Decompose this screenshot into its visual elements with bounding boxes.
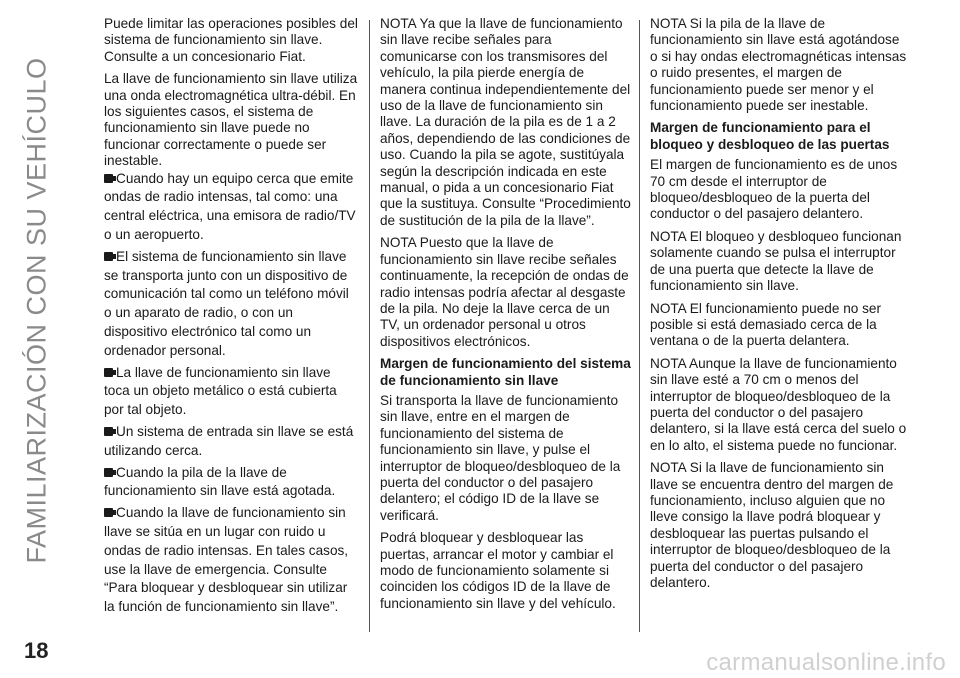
section-heading: Margen de funcionamiento del sistema de funcionamiento sin llave xyxy=(380,356,631,388)
note-paragraph: NOTA Ya que la llave de funcionamiento sin llave recibe señales para comunicarse con los transmisores del vehículo, la pila pierde energía de manera continua independientemente del uso de la llave de funcionamiento sin llave. La duración de la pila es de 1 a 2 años, dependiendo de las condiciones de uso. Cuando la pila se agote, sustitúyala según la descripción indicada en este manual, o pida a un concesionario Fiat que la sustituya. Consulte “Procedimiento de sustitución de la pila de la llave”. xyxy=(380,16,631,228)
note-paragraph: NOTA Si la llave de funcionamiento sin llave se encuentra dentro del margen de funcionamiento, incluso alguien que no lleve consigo la llave podrá bloquear y desbloquear las puertas pulsando el interruptor de bloqueo/desbloqueo de la puerta del conductor o del pasajero delantero. xyxy=(650,460,894,590)
paragraph: El margen de funcionamiento es de unos 70 cm desde el interruptor de bloqueo/desbloqueo de la puerta del conductor o del pasajero delantero. xyxy=(650,157,898,222)
note-paragraph: NOTA Aunque la llave de funcionamiento sin llave esté a 70 cm o menos del interruptor de bloqueo/desbloqueo de la puerta del conductor o del pasajero delantero, si la llave está cerca del suelo o en lo alto, el sistema puede no funcionar. xyxy=(650,355,907,453)
bullet-square-icon xyxy=(104,468,113,477)
column-1 xyxy=(104,16,359,620)
column-divider-2 xyxy=(639,20,640,632)
paragraph: Puede limitar las operaciones posibles del sistema de funcionamiento sin llave. Consulte a un concesionario Fiat. xyxy=(104,16,358,64)
bullet-square-icon xyxy=(104,174,113,183)
bullet-square-icon xyxy=(104,427,113,436)
bullet-item: Cuando la pila de la llave de funcionamiento sin llave está agotada. xyxy=(104,464,336,499)
note-paragraph: NOTA Puesto que la llave de funcionamiento sin llave recibe señales continuamente, la recepción de ondas de radio intensas podría afectar al desgaste de la pila. No deje la llave cerca de un TV, un ordenador personal u otros dispositivos electrónicos. xyxy=(380,235,629,349)
section-side-title-text: FAMILIARIZACIÓN CON SU VEHÍCULO xyxy=(21,56,52,564)
watermark: carmanualsonline.info xyxy=(706,649,946,676)
column-2 xyxy=(380,16,632,618)
bullet-item: Un sistema de entrada sin llave se está utilizando cerca. xyxy=(104,424,354,458)
paragraph: La llave de funcionamiento sin llave utiliza una onda electromagnética ultra-débil. En los siguientes casos, el sistema de funcionamiento sin llave puede no funcionar correctamente o puede ser inestable. xyxy=(104,71,358,169)
note-paragraph: NOTA El funcionamiento puede no ser posible si está demasiado cerca de la ventana o de la puerta delantera. xyxy=(650,300,881,349)
bullet-square-icon xyxy=(104,508,113,517)
column-divider-1 xyxy=(369,20,370,632)
paragraph: Podrá bloquear y desbloquear las puertas, arrancar el motor y cambiar el modo de funcionamiento solamente si coinciden los códigos ID de la llave de funcionamiento sin llave y del vehículo. xyxy=(380,530,616,611)
note-paragraph: NOTA El bloqueo y desbloqueo funcionan solamente cuando se pulsa el interruptor de una puerta que detecte la llave de funcionamiento sin llave. xyxy=(650,228,902,294)
bullet-square-icon xyxy=(104,252,113,261)
section-side-title xyxy=(14,30,60,590)
paragraph: Si transporta la llave de funcionamiento sin llave, entre en el margen de funcionamiento del sistema de funcionamiento sin llave, y pulse el interruptor de bloqueo/desbloqueo de la puerta del conductor o del pasajero delantero; el código ID de la llave se verificará. xyxy=(380,392,621,523)
bullet-item: Cuando hay un equipo cerca que emite ondas de radio intensas, tal como: una central eléctrica, una emisora de radio/TV o un aeropuerto. xyxy=(104,170,356,243)
column-3 xyxy=(650,16,908,597)
note-paragraph: NOTA Si la pila de la llave de funcionamiento sin llave está agotándose o si hay ondas electromagnéticas intensas o ruido presentes, el margen de funcionamiento puede ser menor y el funcionamiento puede ser inestable. xyxy=(650,16,907,114)
section-heading: Margen de funcionamiento para el bloqueo y desbloqueo de las puertas xyxy=(650,120,890,152)
page-number: 18 xyxy=(24,638,49,663)
bullet-item: El sistema de funcionamiento sin llave se transporta junto con un dispositivo de comunicación tal como un teléfono móvil o un aparato de radio, o con un dispositivo electrónico tal como un ordenador personal. xyxy=(104,248,349,358)
bullet-square-icon xyxy=(104,368,113,377)
bullet-item: La llave de funcionamiento sin llave toca un objeto metálico o está cubierta por tal objeto. xyxy=(104,364,337,418)
bullet-item: Cuando la llave de funcionamiento sin llave se sitúa en un lugar con ruido u ondas de radio intensas. En tales casos, use la llave de emergencia. Consulte “Para bloquear y desbloquear sin utilizar la función de funcionamiento sin llave”. xyxy=(104,505,349,615)
